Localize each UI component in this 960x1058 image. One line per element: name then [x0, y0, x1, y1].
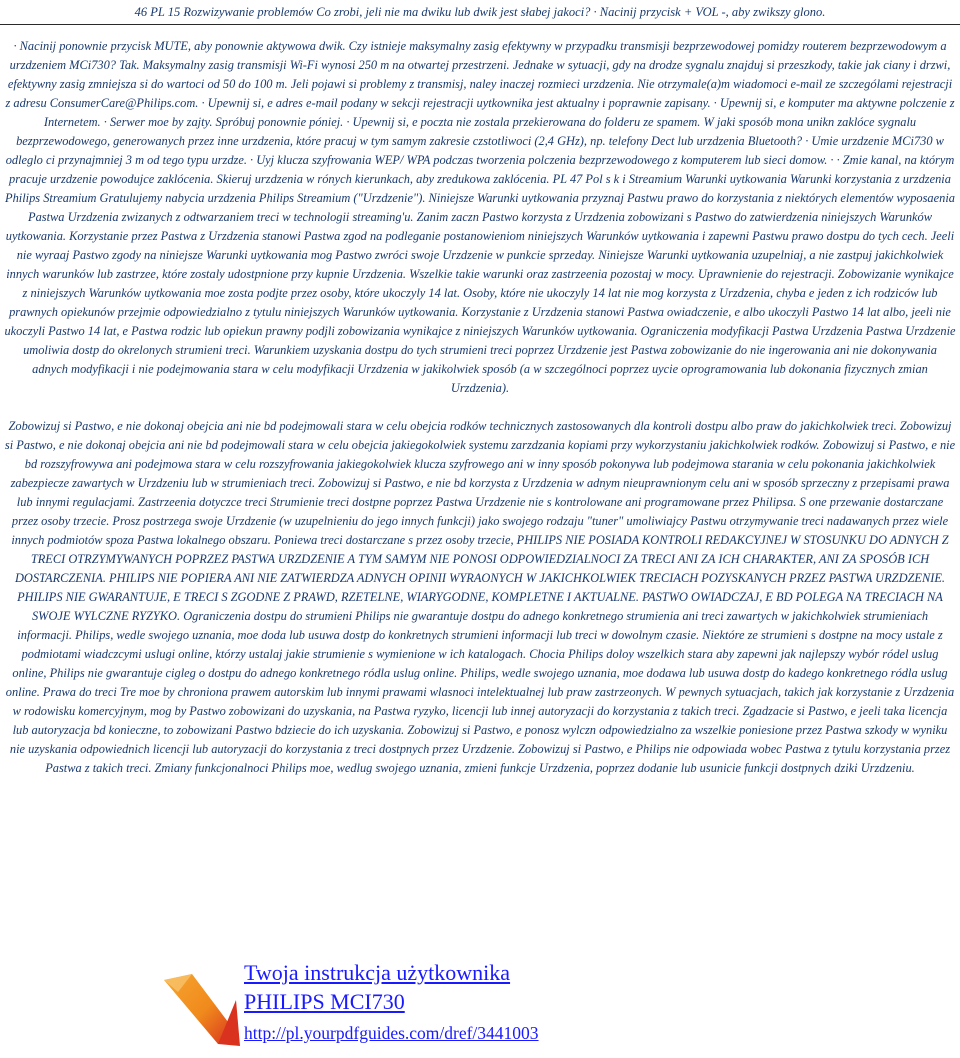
paragraph-troubleshooting-and-terms: · Nacinij ponownie przycisk MUTE, aby ponownie aktywowa dwik. Czy istnieje maksymalny zasig efektywny w przypadku transmisji bezprzewodowej pomidzy routerem bezprzewodowym a urzdzeniem MCi730? Tak. Maksymalny zasig transmisji Wi-Fi wynosi 250 m na otwartej przestrzeni. Jednake w sytuacji, gdy na drodze sygnalu znajduj si przeszkody, takie jak ciany i drzwi, efektywny zasig zmniejsza si do wartoci od 50 do 100 m. Jeli pojawi si problemy z transmisj, naley inaczej rozmieci urzdzenia. Nie otrzymale(a)m wiadomoci e-mail ze szczególami rejestracji z adresu ConsumerCare@Philips.com. · Upewnij si, e adres e-mail podany w sekcji rejestracji uytkownika jest aktualny i poprawnie zapisany. · Upewnij si, e komputer ma aktywne polczenie z Internetem. · Serwer moe by zajty. Spróbuj ponownie póniej. · Upewnij si, e poczta nie zostala przekierowana do folderu ze spamem. W jaki sposób mona unikn zaklóce sygnalu bezprzewodowego, generowanych przez inne urzdzenia, które pracuj w tym samym zakresie czstotliwoci (2,4 GHz), np. telefony Dect lub urzdzenia Bluetooth? · Umie urzdzenie MCi730 w odleglo ci przynajmniej 3 m od tego typu urzdze. · Uyj klucza szyfrowania WEP/ WPA podczas tworzenia polczenia bezprzewodowego z komputerem lub sieci domow. · · Zmie kanal, na którym pracuje urzdzenie powodujce zaklócenia. Skieruj urzdzenia w rónych kierunkach, aby zredukowa zaklócenia. PL 47 Pol s k i Streamium Warunki uytkowania Warunki korzystania z urzdzenia Philips Streamium Gratulujemy nabycia urzdzenia Philips Streamium ("Urzdzenie"). Niniejsze Warunki uytkowania przyznaj Pastwu prawo do korzystania z niektórych elementów wyposaenia Pastwa Urzdzenia zwizanych z odtwarzaniem treci w technologii streaming'u. Zanim zaczn Pastwo korzysta z Urzdzenia zobowizani s Pastwo do zatwierdzenia niniejszych Warunków uytkowania. Korzystanie przez Pastwa z Urzdzenia stanowi Pastwa zgod na podleganie postanowieniom niniejszych Warunków uytkowania i zapewni Pastwu prawo dostpu do tych cech. Jeeli nie wyraaj Pastwo zgody na niniejsze Warunki uytkowania mog Pastwo zwróci swoje Urzdzenie w punkcie sprzeday. Niniejsze Warunki uytkowania uzupelniaj, a nie zastpuj jakichkolwiek innych warunków lub zastrzee, które zostaly udostpnione przy kupnie Urzdzenia. Wszelkie takie warunki oraz zastrzeenia pozostaj w mocy. Uprawnienie do rejestracji. Zobowizanie wynikajce z niniejszych Warunków uytkowania moe zosta podjte przez osoby, które ukoczyly 14 lat. Osoby, które nie ukoczyly 14 lat nie mog korzysta z Urzdzenia, chyba e jeden z ich rodziców lub prawnych opiekunów przejmie odpowiedzialno z tytulu niniejszych Warunków uytkowania. Korzystanie z Urzdzenia stanowi Pastwa owiadczenie, e albo ukoczyli Pastwo 14 lat albo, jeeli nie ukoczyli Pastwo 14 lat, e Pastwa rodzic lub opiekun prawny podjli zobowizania wynikajce z niniejszych Warunków uytkowania. Ograniczenia modyfikacji Pastwa Urzdzenia Pastwa Urzdzenie umoliwia dostp do okrelonych strumieni treci. Warunkiem uzyskania dostpu do tych strumieni treci poprzez Urzdzenie jest Pastwa zobowizanie do nie ingerowania ani nie dokonywania adnych modyfikacji i nie podejmowania stara w celu modyfikacji Urzdzenia w jakikolwiek sposób (a w szczególnoci poprzez uycie oprogramowania lub dokonania fizycznych zmian Urzdzenia). [4, 39, 956, 395]
product-name-link[interactable]: PHILIPS MCI730 [244, 989, 405, 1014]
footer-links [244, 958, 539, 1048]
footer-block [158, 958, 658, 1053]
manual-title-link[interactable]: Twoja instrukcja użytkownika [244, 960, 511, 985]
arrow-logo-icon [158, 970, 240, 1050]
paragraph-content-terms: Zobowizuj si Pastwo, e nie dokonaj obejcia ani nie bd podejmowali stara w celu obejcia rodków technicznych zastosowanych dla kontroli dostpu albo praw do jakichkolwiek treci. Zobowizuj si Pastwo, e nie dokonaj obejcia ani nie bd podejmowali stara w celu obejcia jakiegokolwiek systemu zarzdzania kopiami przy wykorzystaniu jakichkolwiek rodków. Zobowizuj si Pastwo, e nie bd rozszyfrowywa ani podejmowa stara w celu rozszyfrowania jakiegokolwiek klucza szyfrowego ani w inny sposób pokonywa lub podejmowa starania w celu pokonania jakichkolwiek zabezpiecze zawartych w Urzdzeniu lub w strumieniach treci. Zobowizuj si Pastwo, e nie bd korzysta z Urzdzenia w adnym nieuprawnionym celu ani w sposób sprzeczny z przepisami prawa lub innymi regulacjami. Zastrzeenia dotyczce treci Strumienie treci dostpne poprzez Pastwa Urzdzenie nie s kontrolowane ani programowane przez Philipsa. S one przewanie dostarczane przez osoby trzecie. Prosz postrzega swoje Urzdzenie (w uzupelnieniu do jego innych funkcji) jako swojego rodzaju "tuner" umoliwiajcy Pastwu otrzymywanie treci nadawanych przez wiele innych podmiotów spoza Pastwa lokalnego obszaru. Poniewa treci dostarczane s przez osoby trzecie, PHILIPS NIE POSIADA KONTROLI REDAKCYJNEJ W STOSUNKU DO ADNYCH Z TRECI OTRZYMYWANYCH POPRZEZ PASTWA URZDZENIE A TYM SAMYM NIE PONOSI ODPOWIEDZIALNOCI ZA TRECI ANI ZA ICH CHARAKTER, ANI ZA SPOSÓB ICH DOSTARCZENIA. PHILIPS NIE POPIERA ANI NIE ZATWIERDZA ADNYCH OPINII WYRAONYCH W JAKICHKOLWIEK TRECIACH POZYSKANYCH PRZEZ PASTWA URZDZENIE. PHILIPS NIE GWARANTUJE, E TRECI S ZGODNE Z PRAWD, RZETELNE, WIARYGODNE, KOMPLETNE I AKTUALNE. PASTWO OWIADCZAJ, E BD POLEGA NA TRECIACH NA SWOJE WYLCZNE RYZYKO. Ograniczenia dostpu do strumieni Philips nie gwarantuje dostpu do adnego konkretnego strumienia ani treci zawartych w jakichkolwiek strumieniach informacji. Philips, wedle swojego uznania, moe doda lub usuwa dostp do konkretnych strumieni informacji lub treci w dowolnym czasie. Niektóre ze strumieni s dostpne na mocy ustale z podmiotami wiadczcymi uslugi online, którzy ustalaj jakie strumienie s wymienione w ich katalogach. Chocia Philips doloy wszelkich stara aby zapewni jak najlepszy wybór ródel uslug online, Philips nie gwarantuje cigleg o dostpu do adnego konkretnego ródla uslug online. Philips, wedle swojego uznania, moe dodawa lub usuwa dostp do kadego konkretnego ródla uslug online. Prawa do treci Tre moe by chroniona prawem autorskim lub innymi prawami wlasnoci intelektualnej lub praw zastrzeonych. W pewnych sytuacjach, takich jak korzystanie z Urzdzenia w rodowisku komercyjnym, mog by Pastwo zobowizani do uzyskania, na Pastwa ryzyko, licencji lub innej autoryzacji do korzystania z takich treci. Zgadzacie si Pastwo, e jeeli taka licencja lub autoryzacja bd konieczne, to zobowizani Pastwo bdziecie do ich uzyskania. Zobowizuj si Pastwo, e ponosz wylczn odpowiedzialno za wszelkie poniesione przez Pastwa szkody w wyniku nie uzyskania odpowiednich licencji lub autoryzacji do korzystania z treci dostpnych przez Urzdzenie. Zobowizuj si Pastwo, e Philips nie odpowiada wobec Pastwa z tytulu korzystania przez Pastwa z takich treci. Zmiany funkcjonalnoci Philips moe, wedlug swojego uznania, zmieni funkcje Urzdzenia, poprzez dodanie lub usunicie funkcji dostpnych dziki Urzdzeniu. [4, 419, 956, 775]
manual-url-link[interactable]: http://pl.yourpdfguides.com/dref/3441003 [244, 1023, 539, 1043]
document-body [4, 37, 956, 778]
page-header: 46 PL 15 Rozwizywanie problemów Co zrobi, jeli nie ma dwiku lub dwik jest słabej jakoci? · Nacinij przycisk + VOL -, aby zwikszy glono. [0, 0, 960, 25]
